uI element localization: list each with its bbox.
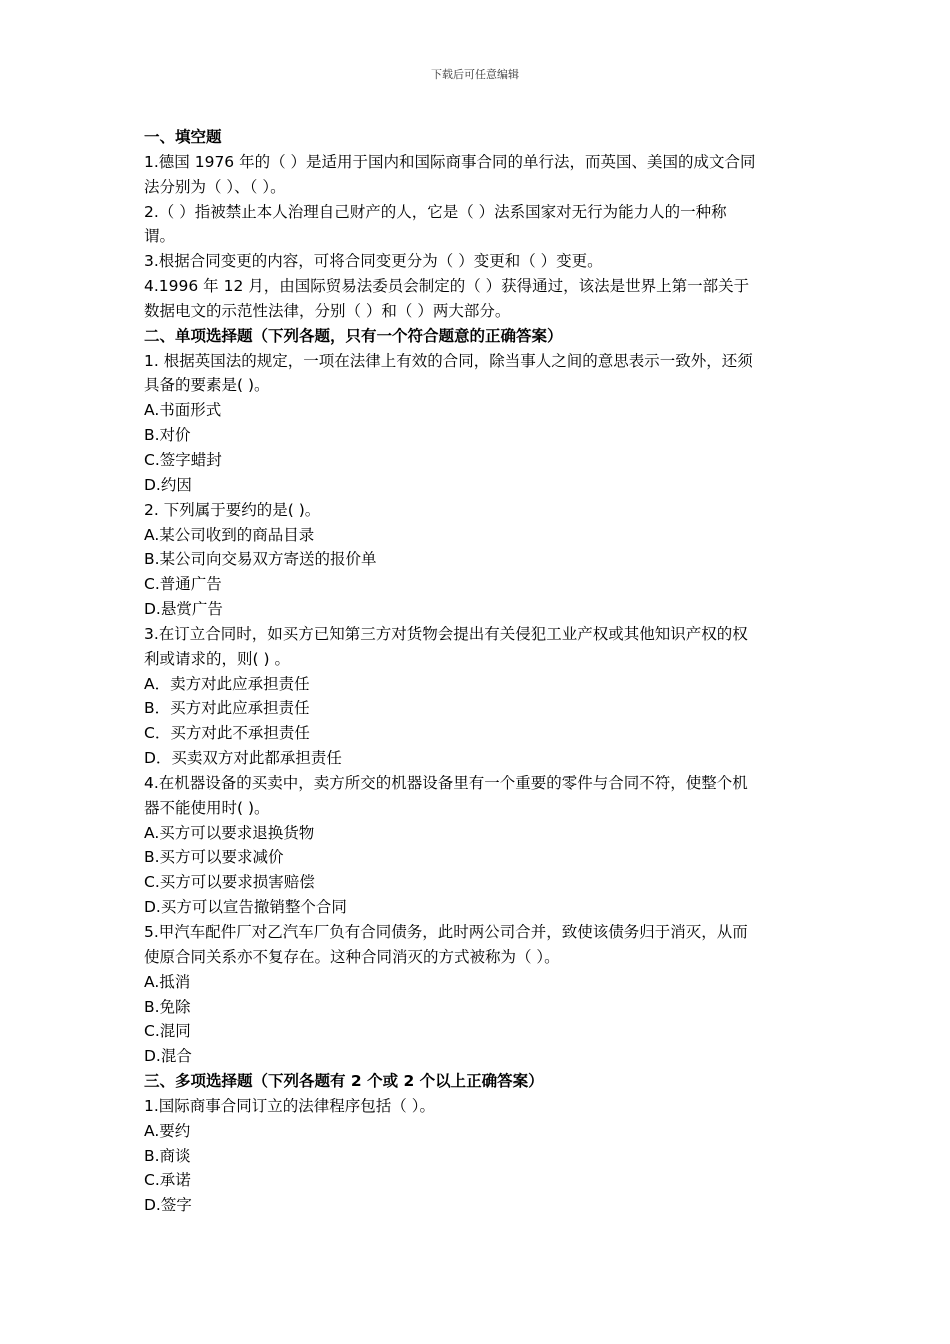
text-line: 3.根据合同变更的内容，可将合同变更分为（ ）变更和（ ）变更。 bbox=[144, 252, 603, 271]
text-line: 器不能使用时( )。 bbox=[144, 798, 270, 817]
text-line: C．买方对此不承担责任 bbox=[144, 724, 310, 743]
section-heading: 一、填空题 bbox=[144, 128, 222, 146]
text-line: D．买卖双方对此都承担责任 bbox=[144, 749, 342, 768]
text-line: A.要约 bbox=[144, 1121, 191, 1140]
text-line: D.签字 bbox=[144, 1196, 192, 1215]
text-line: B.买方可以要求减价 bbox=[144, 848, 284, 867]
text-line: B.某公司向交易双方寄送的报价单 bbox=[144, 550, 377, 569]
text-line: C.承诺 bbox=[144, 1171, 191, 1190]
text-line: C.签字蜡封 bbox=[144, 450, 222, 469]
text-line: C.买方可以要求损害赔偿 bbox=[144, 873, 315, 892]
text-line: 2.（ ）指被禁止本人治理自己财产的人，它是（ ）法系国家对无行为能力人的一种称 bbox=[144, 202, 727, 221]
text-line: D.约因 bbox=[144, 475, 192, 494]
text-line: 法分别为（ ）、（ ）。 bbox=[144, 177, 286, 196]
text-line: 1. 根据英国法的规定，一项在法律上有效的合同，除当事人之间的意思表示一致外，还须 bbox=[144, 351, 753, 370]
text-line: A.某公司收到的商品目录 bbox=[144, 525, 315, 544]
text-line: B.免除 bbox=[144, 997, 191, 1016]
text-line: C.普通广告 bbox=[144, 575, 222, 594]
document-body bbox=[144, 125, 808, 1218]
text-line: 5.甲汽车配件厂对乙汽车厂负有合同债务，此时两公司合并，致使该债务归于消灭，从而 bbox=[144, 923, 748, 941]
text-line: 2. 下列属于要约的是( )。 bbox=[144, 500, 321, 519]
text-line: 3.在订立合同时，如买方已知第三方对货物会提出有关侵犯工业产权或其他知识产权的权 bbox=[144, 624, 748, 643]
section-heading: 三、多项选择题（下列各题有 2 个或 2 个以上正确答案） bbox=[144, 1072, 544, 1091]
text-line: B.对价 bbox=[144, 426, 191, 445]
text-line: 1.德国 1976 年的（ ）是适用于国内和国际商事合同的单行法，而英国、美国的成文合同 bbox=[144, 152, 756, 171]
text-line: 数据电文的示范性法律，分别（ ）和（ ）两大部分。 bbox=[144, 301, 511, 320]
text-line: 4.1996 年 12 月，由国际贸易法委员会制定的（ ）获得通过，该法是世界上第一部关于 bbox=[144, 277, 750, 296]
text-line: A.买方可以要求退换货物 bbox=[144, 823, 315, 842]
text-line: 使原合同关系亦不复存在。这种合同消灭的方式被称为（ ）。 bbox=[144, 947, 560, 966]
text-line: D.买方可以宣告撤销整个合同 bbox=[144, 898, 347, 917]
text-line: D.悬赏广告 bbox=[144, 600, 223, 619]
text-line: B.商谈 bbox=[144, 1146, 191, 1165]
section-heading: 二、单项选择题（下列各题，只有一个符合题意的正确答案） bbox=[144, 326, 563, 345]
text-line: C.混同 bbox=[144, 1022, 191, 1041]
page-header-note: 下载后可任意编辑 bbox=[431, 68, 519, 81]
text-line: A.抵消 bbox=[144, 972, 191, 991]
text-line: 具备的要素是( )。 bbox=[144, 376, 270, 395]
text-line: A.书面形式 bbox=[144, 401, 222, 420]
text-line: 谓。 bbox=[144, 227, 176, 246]
text-line: 1.国际商事合同订立的法律程序包括（ ）。 bbox=[144, 1096, 435, 1115]
text-line: B．买方对此应承担责任 bbox=[144, 699, 310, 718]
text-line: A．卖方对此应承担责任 bbox=[144, 674, 310, 693]
text-line: 利或请求的，则( ) 。 bbox=[144, 649, 290, 668]
text-line: 4.在机器设备的买卖中，卖方所交的机器设备里有一个重要的零件与合同不符，使整个机 bbox=[144, 773, 748, 792]
text-line: D.混合 bbox=[144, 1047, 192, 1066]
